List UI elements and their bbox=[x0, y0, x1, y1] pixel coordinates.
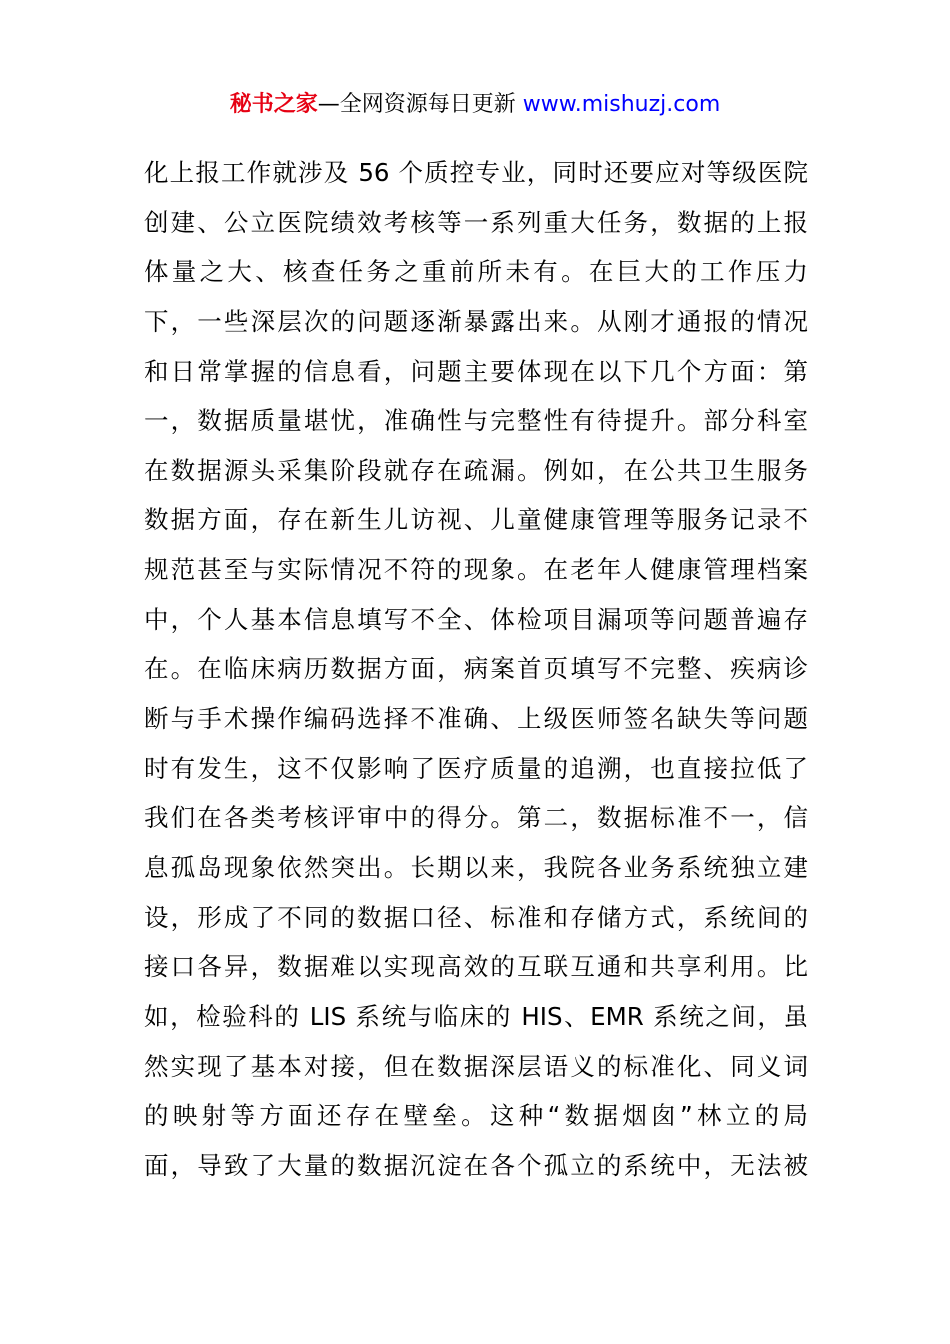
text-line: 然实现了基本对接，但在数据深层语义的标准化、同义词 bbox=[144, 1051, 808, 1081]
text-line: 设，形成了不同的数据口径、标准和存储方式，系统间的 bbox=[144, 902, 808, 932]
text-line: 我们在各类考核评审中的得分。第二，数据标准不一，信 bbox=[144, 803, 808, 833]
text-line: 创建、公立医院绩效考核等一系列重大任务，数据的上报 bbox=[144, 207, 808, 237]
text-line: 断与手术操作编码选择不准确、上级医师签名缺失等问题 bbox=[144, 704, 808, 734]
text-line: 规范甚至与实际情况不符的现象。在老年人健康管理档案 bbox=[144, 555, 808, 585]
text-line: 中，个人基本信息填写不全、体检项目漏项等问题普遍存 bbox=[144, 604, 808, 634]
text-line: 体量之大、核查任务之重前所未有。在巨大的工作压力 bbox=[144, 257, 808, 287]
text-line: 化上报工作就涉及 56 个质控专业，同时还要应对等级医院 bbox=[144, 158, 808, 187]
site-brand: 秘书之家 bbox=[229, 92, 318, 117]
text-line: 和日常掌握的信息看，问题主要体现在以下几个方面：第 bbox=[144, 356, 808, 386]
site-url-link[interactable]: www.mishuzj.com bbox=[522, 92, 721, 117]
text-line: 在数据源头采集阶段就存在疏漏。例如，在公共卫生服务 bbox=[144, 455, 808, 485]
text-line: 接口各异，数据难以实现高效的互联互通和共享利用。比 bbox=[144, 952, 808, 982]
text-line: 数据方面，存在新生儿访视、儿童健康管理等服务记录不 bbox=[144, 505, 808, 535]
text-line: 时有发生，这不仅影响了医疗质量的追溯，也直接拉低了 bbox=[144, 753, 808, 783]
text-line: 息孤岛现象依然突出。长期以来，我院各业务系统独立建 bbox=[144, 852, 808, 882]
text-line: 一，数据质量堪忧，准确性与完整性有待提升。部分科室 bbox=[144, 406, 808, 436]
site-tagline: —全网资源每日更新 bbox=[317, 92, 516, 117]
text-line: 在。在临床病历数据方面，病案首页填写不完整、疾病诊 bbox=[144, 654, 808, 684]
text-line: 的映射等方面还存在壁垒。这种“数据烟囱”林立的局 bbox=[144, 1101, 808, 1131]
text-line: 如，检验科的 LIS 系统与临床的 HIS、EMR 系统之间，虽 bbox=[144, 1001, 808, 1031]
text-line: 下，一些深层次的问题逐渐暴露出来。从刚才通报的情况 bbox=[144, 306, 808, 336]
document-body bbox=[144, 148, 808, 1190]
site-header bbox=[0, 88, 950, 122]
text-line: 面，导致了大量的数据沉淀在各个孤立的系统中，无法被 bbox=[144, 1150, 808, 1180]
